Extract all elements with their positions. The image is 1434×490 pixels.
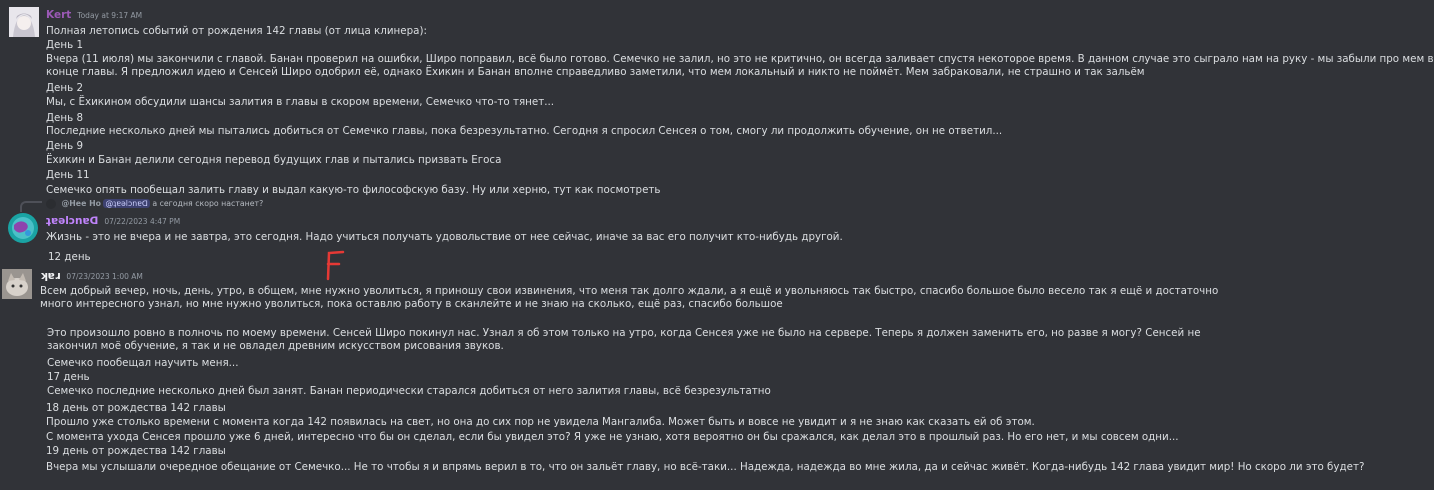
reply-avatar-icon bbox=[46, 199, 56, 209]
author-name[interactable]: Kert bbox=[46, 9, 72, 21]
message-line: 17 день bbox=[47, 371, 90, 383]
author-name[interactable]: ʞɐɹ bbox=[40, 270, 61, 282]
message-line: День 8 bbox=[46, 112, 84, 124]
cat-avatar-icon bbox=[2, 269, 32, 299]
message-line: Семечко последние несколько дней был занят. Банан периодически старался добиться от него залития главы, всё безрезультатно bbox=[47, 385, 771, 397]
message-line: 18 день от рождества 142 главы bbox=[46, 402, 226, 414]
message-header bbox=[46, 215, 180, 227]
message-line: С момента ухода Сенсея прошло уже 6 дней, интересно что бы он сделал, если бы увидел это? Я уже не узнаю, хотя вероятно он бы сражался, как делал это в прошлый раз. Но его нет, и мы совсем одни... bbox=[46, 431, 1179, 443]
reply-text: а сегодня скоро настанет? bbox=[152, 199, 264, 208]
message-line: Ёхикин и Банан делили сегодня перевод будущих глав и пытались призвать Егоса bbox=[46, 154, 502, 166]
message-line: День 9 bbox=[46, 140, 84, 152]
message-line: конце главы. Я предложил идею и Сенсей Широ одобрил её, однако Ёхикин и Банан вполне справедливо заметили, что мем локальный и никто не поймёт. Мем забраковали, не страшно и так зальём bbox=[46, 66, 1145, 78]
avatar[interactable] bbox=[9, 7, 39, 37]
reply-connector bbox=[20, 201, 42, 212]
globe-avatar-icon bbox=[8, 213, 38, 243]
avatar[interactable] bbox=[8, 213, 38, 243]
author-name[interactable]: ʇɐǝlɔnɐᗡ bbox=[46, 215, 99, 227]
message-line: Последние несколько дней мы пытались добиться от Семечко главы, пока безрезультатно. Сегодня я спросил Сенсея о том, смогу ли продолжить обучение, он не ответил... bbox=[46, 125, 1003, 137]
timestamp: Today at 9:17 AM bbox=[77, 11, 143, 20]
red-f-drawing bbox=[322, 250, 346, 280]
message-line: День 1 bbox=[46, 39, 84, 51]
timestamp: 07/23/2023 1:00 AM bbox=[66, 272, 143, 281]
avatar[interactable] bbox=[2, 269, 32, 299]
message-header bbox=[40, 270, 143, 282]
message-line: Жизнь - это не вчера и не завтра, это сегодня. Надо учиться получать удовольствие от нее сейчас, иначе за вас его получит кто-нибудь другой. bbox=[46, 231, 843, 243]
reply-mention[interactable]: @ʇɐǝlɔnɐᗡ bbox=[105, 199, 148, 208]
message-paragraph: Это произошло ровно в полночь по моему времени. Сенсей Широ покинул нас. Узнал я об этом только на утро, когда Сенсея уже не было на сервере. Теперь я должен заменить его, но разве я могу? Сенсей не закончил моё обучение, я так и не овладел древним искусством рисования звуков. bbox=[47, 327, 1201, 352]
message-header bbox=[46, 9, 142, 21]
message-paragraph: Всем добрый вечер, ночь, день, утро, в общем, мне нужно уволиться, я приношу свои извинения, что меня так долго ждали, а я ещё и увольняюсь так быстро, спасибо большое было весело так я ещё и достаточно много интересного узнал, но мне нужно уволиться, пока оставлю работу в сканлейте и не знаю на сколько, ещё раз, спасибо большое bbox=[40, 285, 1219, 310]
anime-avatar-icon bbox=[9, 7, 39, 37]
handwritten-f-mark bbox=[322, 250, 346, 283]
message-line: Вчера мы услышали очередное обещание от Семечко... Не то чтобы я и впрямь верил в то, что он зальёт главу, но всё-таки... Надежда, надежда во мне жила, да и сейчас живёт. Когда-нибудь 142 глава увидит мир! Но скоро ли это будет? bbox=[46, 461, 1365, 473]
reply-preview[interactable] bbox=[46, 199, 263, 209]
message-line: 12 день bbox=[48, 251, 91, 263]
message-line: Полная летопись событий от рождения 142 главы (от лица клинера): bbox=[46, 25, 427, 37]
message-line: День 2 bbox=[46, 82, 84, 94]
timestamp: 07/22/2023 4:47 PM bbox=[104, 217, 181, 226]
message-line: День 11 bbox=[46, 169, 90, 181]
message-line: Прошло уже столько времени с момента когда 142 появилась на свет, но она до сих пор не увидела Мангалиба. Может быть и вовсе не увидит и я не знаю как сказать ей об этом. bbox=[46, 416, 1035, 428]
message-line: Семечко опять пообещал залить главу и выдал какую-то философскую базу. Ну или херню, тут как посмотреть bbox=[46, 184, 661, 196]
message-line: 19 день от рождества 142 главы bbox=[46, 445, 226, 457]
message-line: Мы, с Ёхикином обсудили шансы залития в главы в скором времени, Семечко что-то тянет... bbox=[46, 96, 555, 108]
message-line: Семечко пообещал научить меня... bbox=[47, 357, 239, 369]
reply-author: @Нее Но bbox=[61, 199, 101, 208]
message-line: Вчера (11 июля) мы закончили с главой. Банан проверил на ошибки, Широ поправил, всё было готово. Семечко не залил, но это не критично, он всегда заливает спустя некоторое время. В данном случае это сыграло нам на руку - мы забыли про мем в bbox=[46, 53, 1434, 65]
